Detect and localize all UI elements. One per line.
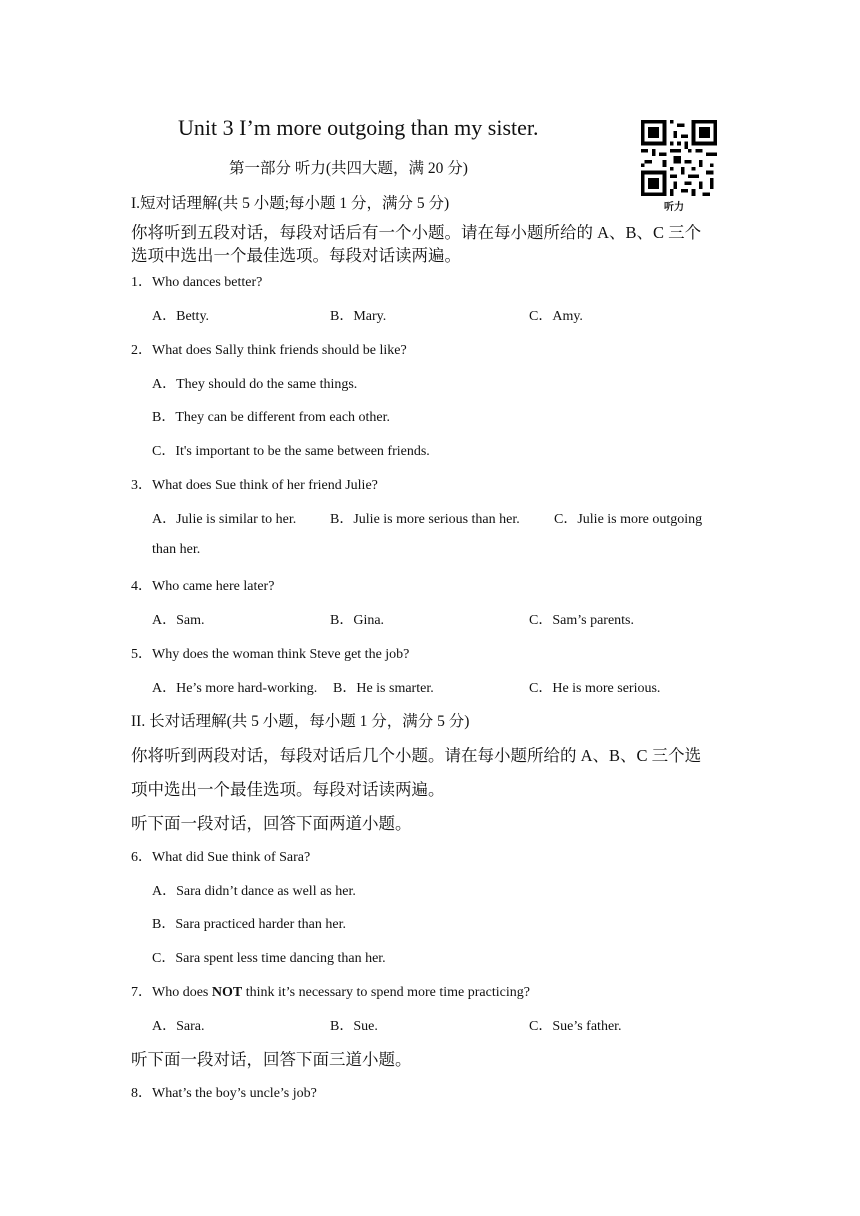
q2-option-c: C．It's important to be the same between friends. xyxy=(152,444,430,459)
question-4: 4．Who came here later? xyxy=(131,579,275,594)
qr-label: 听力 xyxy=(664,202,684,213)
question-2: 2．What does Sally think friends should be like? xyxy=(131,343,407,358)
question-1: 1．Who dances better? xyxy=(131,275,263,290)
q2-option-b: B．They can be different from each other. xyxy=(152,410,391,425)
section2-intro-line1: 你将听到两段对话，每段对话后几个小题。请在每小题所给的 A、B、C 三个选 xyxy=(131,746,702,765)
q4-option-b: B．Gina. xyxy=(330,613,385,628)
q7-option-b: B．Sue. xyxy=(330,1019,378,1034)
question-3: 3．What does Sue think of her friend Julie? xyxy=(131,478,378,493)
section2-heading: II. 长对话理解(共 5 小题，每小题 1 分，满分 5 分) xyxy=(131,713,470,730)
page-title: Unit 3 I’m more outgoing than my sister. xyxy=(178,115,539,140)
q4-option-c: C．Sam’s parents. xyxy=(529,613,634,628)
q7-option-c: C．Sue’s father. xyxy=(529,1019,622,1034)
section1-intro-line1: 你将听到五段对话，每段对话后有一个小题。请在每小题所给的 A、B、C 三个 xyxy=(131,223,702,242)
q6-option-a: A．Sara didn’t dance as well as her. xyxy=(152,884,356,899)
section1-intro-line2: 选项中选出一个最佳选项。每段对话读两遍。 xyxy=(131,246,461,265)
q6-option-b: B．Sara practiced harder than her. xyxy=(152,917,346,932)
listen-instruction-1: 听下面一段对话，回答下面两道小题。 xyxy=(131,814,412,833)
q7-text-emphasis: NOT xyxy=(211,985,243,1000)
q6-option-c: C．Sara spent less time dancing than her. xyxy=(152,951,386,966)
q3-option-c-continued: than her. xyxy=(152,542,201,557)
question-6: 6．What did Sue think of Sara? xyxy=(131,850,311,865)
section2-intro-line2: 项中选出一个最佳选项。每段对话读两遍。 xyxy=(131,780,445,799)
q7-option-a: A．Sara. xyxy=(152,1019,205,1034)
q3-option-a: A．Julie is similar to her. xyxy=(152,512,297,527)
q5-option-a: A．He’s more hard-working. xyxy=(152,681,318,696)
q5-option-b: B．He is smarter. xyxy=(333,681,434,696)
section1-heading: I.短对话理解(共 5 小题;每小题 1 分，满分 5 分) xyxy=(131,195,450,212)
part-subtitle: 第一部分 听力(共四大题，满 20 分) xyxy=(229,160,468,177)
question-5: 5．Why does the woman think Steve get the job? xyxy=(131,647,410,662)
question-7 xyxy=(131,981,530,1001)
q7-text-pre: 7．Who does xyxy=(131,985,212,1000)
q3-option-b: B．Julie is more serious than her. xyxy=(330,512,520,527)
q1-option-a: A．Betty. xyxy=(152,309,210,324)
q1-option-b: B．Mary. xyxy=(330,309,387,324)
listen-instruction-2: 听下面一段对话，回答下面三道小题。 xyxy=(131,1050,412,1069)
qr-code-icon xyxy=(641,120,717,196)
q7-text-post: think it’s necessary to spend more time practicing? xyxy=(242,985,530,1000)
q2-option-a: A．They should do the same things. xyxy=(152,377,358,392)
q1-option-c: C．Amy. xyxy=(529,309,583,324)
q3-option-c: C．Julie is more outgoing xyxy=(554,512,703,527)
q4-option-a: A．Sam. xyxy=(152,613,205,628)
question-8: 8．What’s the boy’s uncle’s job? xyxy=(131,1086,317,1101)
q5-option-c: C．He is more serious. xyxy=(529,681,661,696)
